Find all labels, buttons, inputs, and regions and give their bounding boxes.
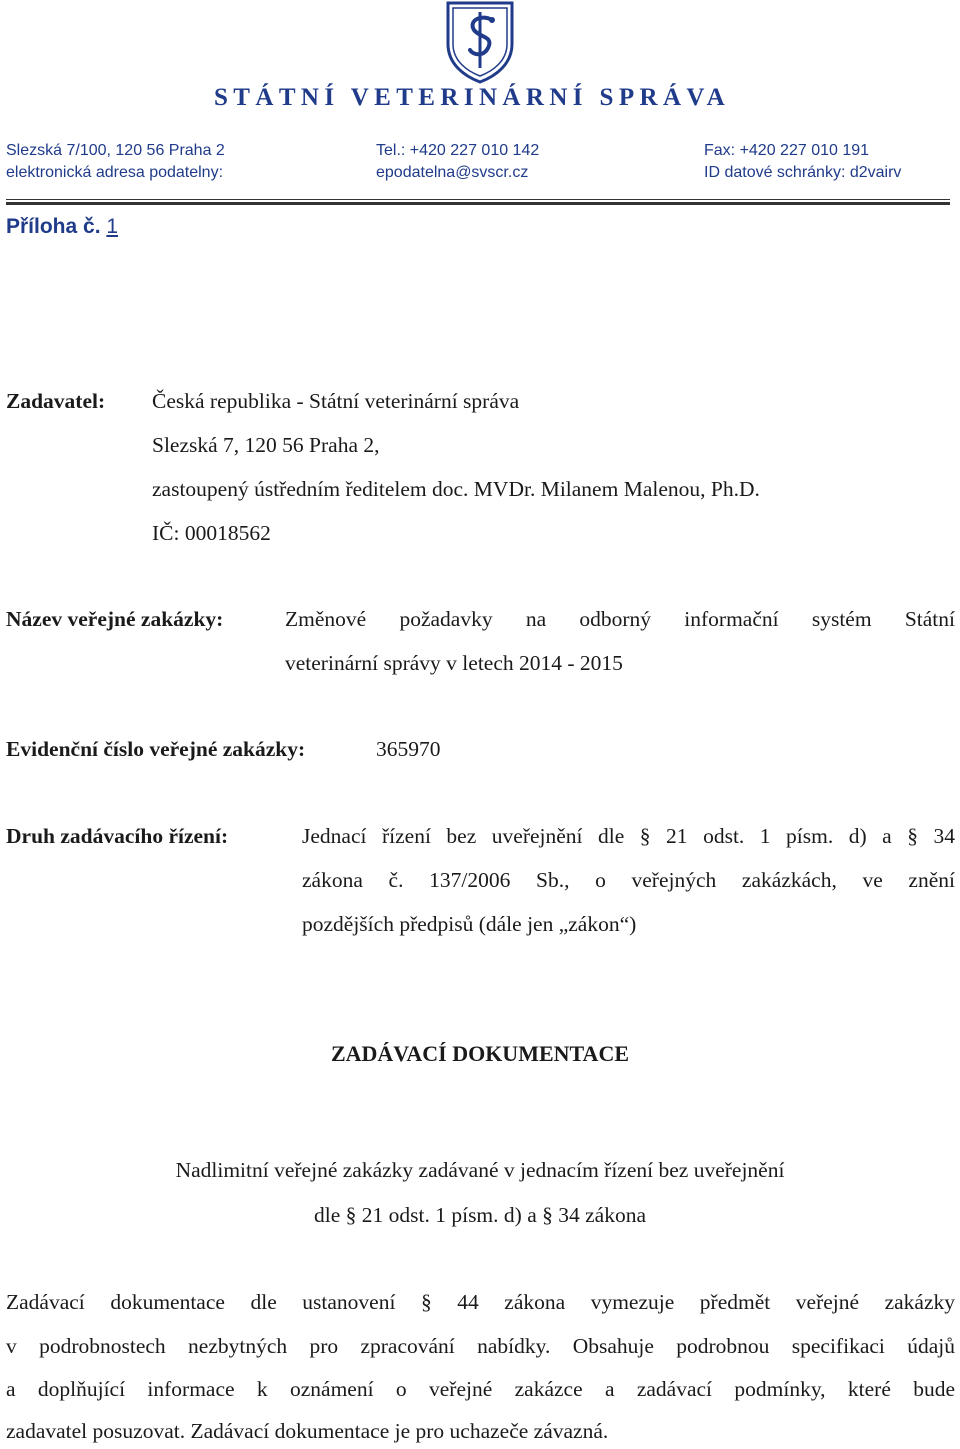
document-title: ZADÁVACÍ DOKUMENTACE xyxy=(330,1041,630,1066)
intro-line-3: a doplňující informace k oznámení o veřejné zakázce a zadávací podmínky, které bude xyxy=(6,1377,955,1401)
registration-label: Evidenční číslo veřejné zakázky: xyxy=(6,737,306,761)
address: Slezská 7/100, 120 56 Praha 2 xyxy=(6,142,225,159)
header-divider-thick xyxy=(6,202,950,205)
authority-line-1: Česká republika - Státní veterinární správa xyxy=(152,389,520,413)
annex-label: Příloha č. xyxy=(6,215,101,238)
subtitle-line-1: Nadlimitní veřejné zakázky zadávané v jednacím řízení bez uveřejnění xyxy=(175,1158,785,1182)
authority-line-3: zastoupený ústředním ředitelem doc. MVDr. Milanem Malenou, Ph.D. xyxy=(152,477,760,501)
contract-name-line-2: veterinární správy v letech 2014 - 2015 xyxy=(285,651,623,675)
subtitle-line-2: dle § 21 odst. 1 písm. d) a § 34 zákona xyxy=(313,1203,646,1227)
intro-line-2: v podrobnostech nezbytných pro zpracování nabídky. Obsahuje podrobnou specifikaci údajů xyxy=(6,1334,955,1358)
registration-number: 365970 xyxy=(376,737,441,761)
email-link[interactable]: epodatelna@svscr.cz xyxy=(376,164,529,181)
phone: Tel.: +420 227 010 142 xyxy=(376,142,540,159)
veterinary-shield-logo-icon xyxy=(444,0,516,84)
contract-name-label: Název veřejné zakázky: xyxy=(6,607,224,631)
annex-heading xyxy=(6,215,118,239)
organization-title: STÁTNÍ VETERINÁRNÍ SPRÁVA xyxy=(214,84,731,111)
procedure-line-3: pozdějších předpisů (dále jen „zákon“) xyxy=(302,912,637,936)
email-label: elektronická adresa podatelny: xyxy=(6,164,224,181)
fax: Fax: +420 227 010 191 xyxy=(704,142,870,159)
databox-id: ID datové schránky: d2vairv xyxy=(704,164,902,181)
contract-name-line-1: Změnové požadavky na odborný informační systém Státní xyxy=(285,607,955,631)
intro-line-1: Zadávací dokumentace dle ustanovení § 44 zákona vymezuje předmět veřejné zakázky xyxy=(6,1290,955,1314)
intro-line-4: zadavatel posuzovat. Zadávací dokumentace je pro uchazeče závazná. xyxy=(6,1419,609,1443)
procedure-line-1: Jednací řízení bez uveřejnění dle § 21 odst. 1 písm. d) a § 34 xyxy=(302,824,955,848)
authority-ico: IČ: 00018562 xyxy=(152,521,271,545)
header-divider-thin xyxy=(6,199,950,200)
procedure-label: Druh zadávacího řízení: xyxy=(6,824,229,848)
procedure-line-2: zákona č. 137/2006 Sb., o veřejných zakázkách, ve znění xyxy=(302,868,955,892)
annex-number: 1 xyxy=(106,215,119,238)
authority-label: Zadavatel: xyxy=(6,389,106,413)
authority-line-2: Slezská 7, 120 56 Praha 2, xyxy=(152,433,380,457)
